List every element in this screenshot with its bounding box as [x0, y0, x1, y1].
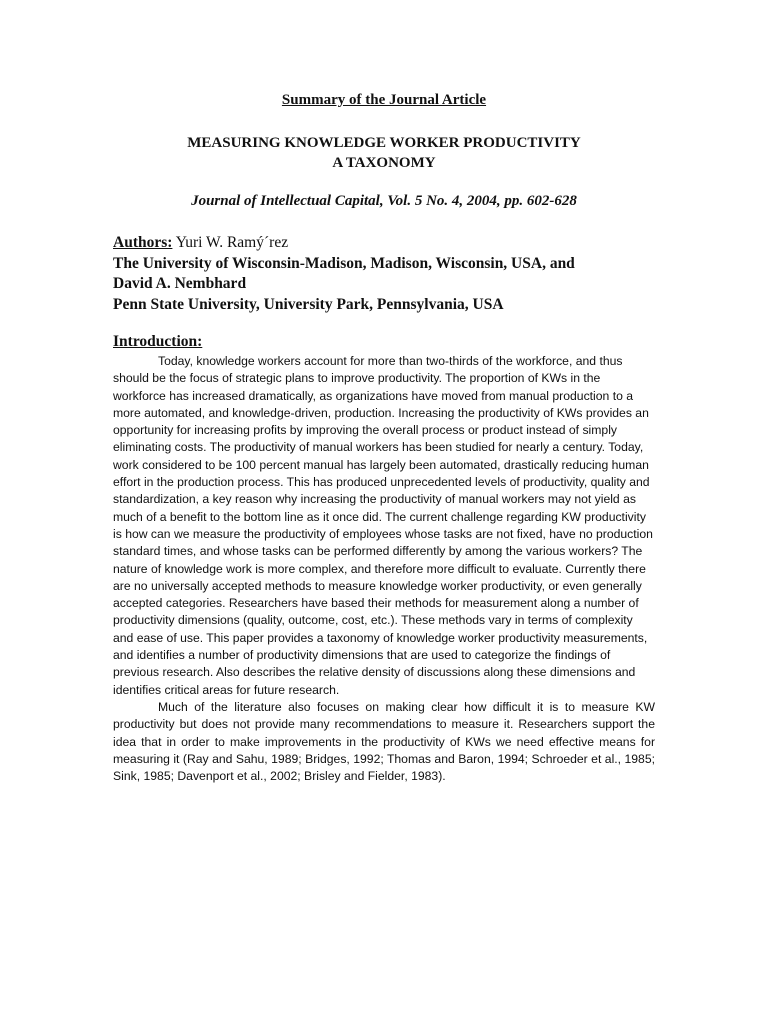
- authors-block: [113, 233, 673, 315]
- introduction-body: [113, 353, 655, 785]
- authors-label: Authors:: [113, 234, 173, 251]
- article-title: [0, 133, 768, 173]
- author-2-affiliation: Penn State University, University Park, Pennsylvania, USA: [113, 295, 504, 313]
- author-1-affiliation: The University of Wisconsin-Madison, Madison, Wisconsin, USA, and: [113, 254, 575, 272]
- introduction-paragraph-1: Today, knowledge workers account for more than two-thirds of the workforce, and thus should be the focus of strategic plans to improve productivity. The proportion of KWs in the workforce has increased dramatically, as organizations have moved from manual production to a more automated, and knowledge-driven, production. Increasing the productivity of KWs provides an opportunity for increasing profits by improving the overall process or product instead of simply eliminating costs. The productivity of manual workers has been studied for nearly a century. Today, work considered to be 100 percent manual has largely been automated, drastically reducing human effort in the production process. This has produced unprecedented levels of productivity, quality and standardization, a key reason why increasing the productivity of manual workers may not yield as much of a benefit to the bottom line as it once did. The current challenge regarding KW productivity is how can we measure the productivity of employees whose tasks are not fixed, have no production standard times, and whose tasks can be performed differently by among the various workers? The nature of knowledge work is more complex, and therefore more difficult to evaluate. Currently there are no universally accepted methods to measure knowledge worker productivity, or even generally accepted categories. Researchers have based their methods for measurement along a number of productivity dimensions (quality, outcome, cost, etc.). These methods vary in terms of complexity and ease of use. This paper provides a taxonomy of knowledge worker productivity measurements, and identifies a number of productivity dimensions that are used to categorize the findings of previous research. Also describes the relative density of discussions along these dimensions and identifies critical areas for future research.: [113, 354, 653, 697]
- introduction-paragraph-2: Much of the literature also focuses on making clear how difficult it is to measure KW productivity but does not provide many recommendations to measure it. Researchers support the idea that in order to make improvements in the productivity of KWs we need effective means for measuring it (Ray and Sahu, 1989; Bridges, 1992; Thomas and Baron, 1994; Schroeder et al., 1985; Sink, 1985; Davenport et al., 2002; Brisley and Fielder, 1983).: [113, 699, 655, 784]
- journal-citation: Journal of Intellectual Capital, Vol. 5 No. 4, 2004, pp. 602-628: [191, 193, 577, 209]
- authors-line-1: [113, 233, 673, 254]
- article-title-line-2: A TAXONOMY: [332, 155, 436, 171]
- introduction-heading: Introduction:: [113, 333, 203, 350]
- author-2-name: David A. Nembhard: [113, 275, 247, 292]
- article-title-line-1: MEASURING KNOWLEDGE WORKER PRODUCTIVITY: [187, 135, 581, 151]
- summary-heading: Summary of the Journal Article: [281, 92, 487, 108]
- author-1-name: Yuri W. Ramý´rez: [172, 234, 289, 251]
